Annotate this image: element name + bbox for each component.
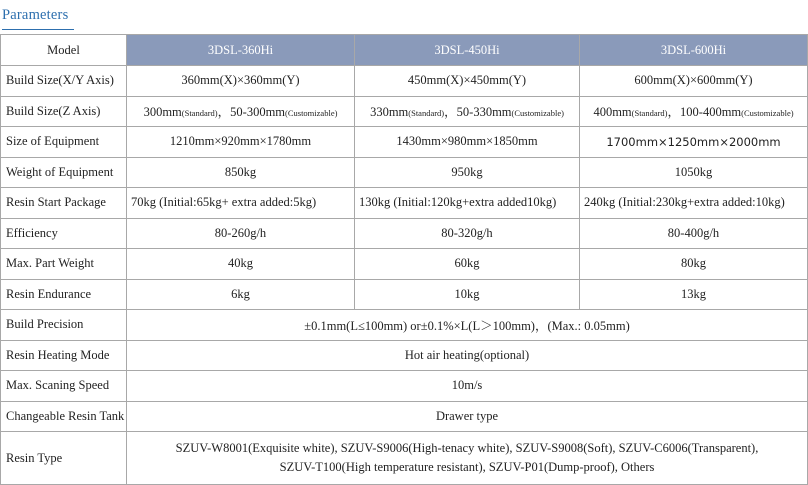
- table-row: [1, 157, 808, 188]
- table-cell: 950kg: [355, 157, 580, 188]
- row-label: Efficiency: [1, 218, 127, 249]
- table-cell: 1700mm×1250mm×2000mm: [580, 127, 808, 158]
- table-cell: 240kg (Initial:230kg+extra added:10kg): [580, 188, 808, 219]
- table-cell: [355, 96, 580, 127]
- header-model: Model: [1, 35, 127, 66]
- custom-note: (Customizable): [511, 108, 564, 119]
- row-label: Resin Endurance: [1, 279, 127, 310]
- table-cell: [580, 96, 808, 127]
- row-label: Max. Scaning Speed: [1, 371, 127, 402]
- parameters-table: [0, 34, 808, 485]
- standard-value: 330mm: [370, 105, 409, 120]
- table-row: [1, 279, 808, 310]
- standard-note: (Standard): [181, 108, 218, 119]
- table-cell: [127, 432, 808, 485]
- standard-value: 300mm: [143, 105, 182, 120]
- row-label: Size of Equipment: [1, 127, 127, 158]
- row-label: Resin Start Package: [1, 188, 127, 219]
- row-label: Changeable Resin Tank: [1, 401, 127, 432]
- table-row: [1, 127, 808, 158]
- table-cell: 60kg: [355, 249, 580, 280]
- table-cell: ±0.1mm(L≤100mm) or±0.1%×L(L＞100mm)，(Max.: 0.05mm): [127, 310, 808, 341]
- standard-note: (Standard): [408, 108, 445, 119]
- resin-type-line: SZUV-T100(High temperature resistant), SZUV-P01(Dump-proof), Others: [279, 460, 655, 474]
- table-cell: 1210mm×920mm×1780mm: [127, 127, 355, 158]
- custom-value: ，50-330mm: [444, 105, 512, 120]
- table-cell: 80kg: [580, 249, 808, 280]
- row-label: Build Precision: [1, 310, 127, 341]
- table-row: [1, 371, 808, 402]
- standard-note: (Standard): [631, 108, 668, 119]
- table-cell: Hot air heating(optional): [127, 340, 808, 371]
- parameters-table-wrapper: [0, 34, 807, 485]
- standard-value: 400mm: [593, 105, 632, 120]
- table-row: [1, 432, 808, 485]
- table-cell: 850kg: [127, 157, 355, 188]
- table-row: [1, 218, 808, 249]
- heading-underline: [2, 29, 74, 30]
- table-row: [1, 401, 808, 432]
- table-row: [1, 96, 808, 127]
- resin-type-line: SZUV-W8001(Exquisite white), SZUV-S9006(High-tenacy white), SZUV-S9008(Soft), SZUV-C6006(Transparent),: [175, 441, 759, 455]
- table-cell: 6kg: [127, 279, 355, 310]
- row-label: Build Size(Z Axis): [1, 96, 127, 127]
- table-row: [1, 188, 808, 219]
- header-3dsl-360hi: 3DSL-360Hi: [127, 35, 355, 66]
- row-label: Resin Type: [1, 432, 127, 485]
- table-cell: 40kg: [127, 249, 355, 280]
- table-cell: 450mm(X)×450mm(Y): [355, 66, 580, 97]
- row-label: Build Size(X/Y Axis): [1, 66, 127, 97]
- header-3dsl-450hi: 3DSL-450Hi: [355, 35, 580, 66]
- table-row: [1, 66, 808, 97]
- table-cell: 1430mm×980mm×1850mm: [355, 127, 580, 158]
- table-cell: 80-320g/h: [355, 218, 580, 249]
- table-header-row: [1, 35, 808, 66]
- header-3dsl-600hi: 3DSL-600Hi: [580, 35, 808, 66]
- table-cell: 600mm(X)×600mm(Y): [580, 66, 808, 97]
- table-cell: 130kg (Initial:120kg+extra added10kg): [355, 188, 580, 219]
- table-row: [1, 310, 808, 341]
- custom-value: ，100-400mm: [667, 105, 742, 120]
- custom-value: ，50-300mm: [217, 105, 286, 120]
- row-label: Resin Heating Mode: [1, 340, 127, 371]
- table-cell: [127, 96, 355, 127]
- section-heading: Parameters: [2, 7, 69, 23]
- table-cell: 10m/s: [127, 371, 808, 402]
- table-cell: 1050kg: [580, 157, 808, 188]
- table-row: [1, 249, 808, 280]
- custom-note: (Customizable): [285, 108, 338, 119]
- row-label: Max. Part Weight: [1, 249, 127, 280]
- table-cell: 360mm(X)×360mm(Y): [127, 66, 355, 97]
- table-row: [1, 340, 808, 371]
- custom-note: (Customizable): [741, 108, 794, 119]
- row-label: Weight of Equipment: [1, 157, 127, 188]
- table-cell: 70kg (Initial:65kg+ extra added:5kg): [127, 188, 355, 219]
- table-cell: Drawer type: [127, 401, 808, 432]
- table-cell: 80-260g/h: [127, 218, 355, 249]
- table-cell: 80-400g/h: [580, 218, 808, 249]
- table-cell: 10kg: [355, 279, 580, 310]
- table-cell: 13kg: [580, 279, 808, 310]
